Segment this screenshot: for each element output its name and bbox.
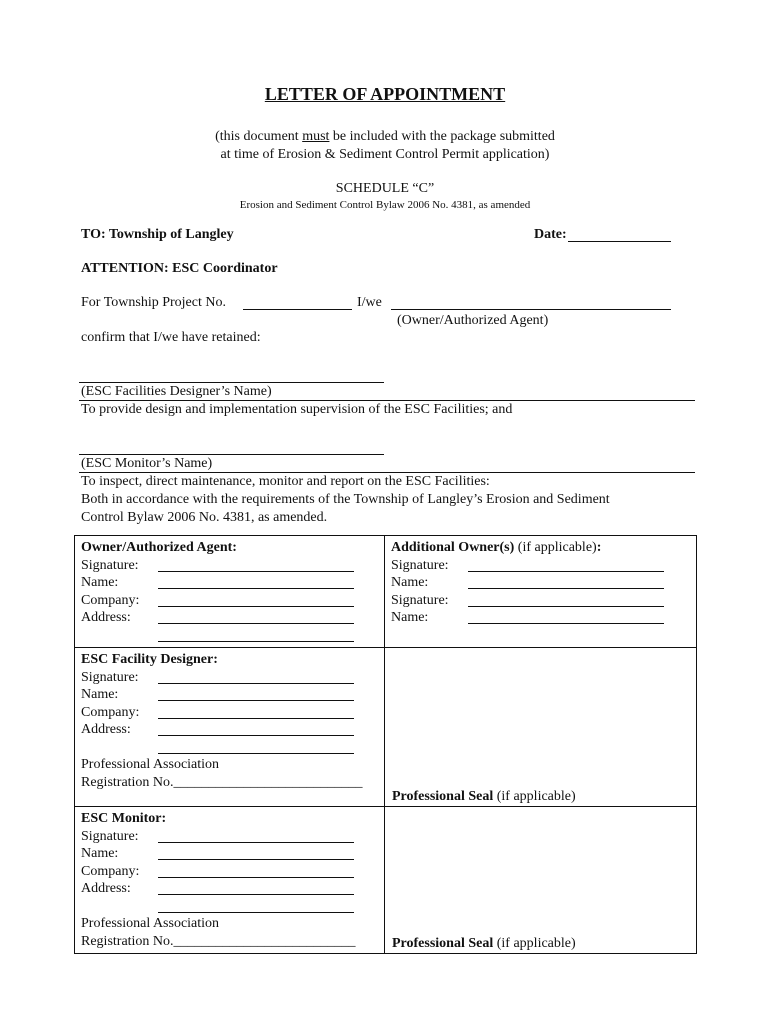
iwe-label: I/we	[357, 295, 382, 310]
note-emphasis: must	[302, 129, 330, 144]
company-line[interactable]	[158, 718, 354, 719]
name-line[interactable]	[158, 588, 354, 589]
owner-address-row[interactable]	[81, 609, 378, 627]
address-line[interactable]	[158, 753, 354, 754]
monitor-assoc-row	[81, 915, 378, 933]
owner-name-field[interactable]	[391, 309, 671, 310]
date-label: Date:	[534, 227, 567, 242]
monitor-heading: ESC Monitor:	[81, 811, 167, 826]
owner-company-row[interactable]	[81, 592, 378, 610]
field-label: Name:	[81, 687, 119, 702]
field-label: Name:	[391, 610, 429, 625]
owner-caption: (Owner/Authorized Agent)	[397, 313, 549, 328]
designer-heading: ESC Facility Designer:	[81, 652, 218, 667]
name-line[interactable]	[468, 623, 664, 624]
field-label: Signature:	[81, 669, 139, 685]
field-label: Address:	[81, 610, 131, 625]
name-line[interactable]	[468, 588, 664, 589]
owner-address-row-2[interactable]	[81, 627, 378, 645]
confirm-line: confirm that I/we have retained:	[81, 330, 261, 345]
signature-line[interactable]	[158, 683, 354, 684]
seal-label: Professional Seal	[392, 936, 494, 951]
monitor-name-row[interactable]	[81, 845, 378, 863]
designer-name-row[interactable]	[81, 686, 378, 704]
signature-line[interactable]	[468, 571, 664, 572]
designer-signature-row[interactable]	[81, 669, 378, 687]
additional-heading-colon: :	[596, 540, 602, 555]
additional-owner-cell	[385, 536, 697, 648]
project-number-field[interactable]	[243, 309, 352, 310]
field-label: Company:	[81, 863, 140, 879]
field-label: Address:	[81, 722, 131, 737]
company-line[interactable]	[158, 877, 354, 878]
bylaw-reference: Erosion and Sediment Control Bylaw 2006 No. 4381, as amended	[239, 199, 531, 211]
designer-address-row-2[interactable]	[81, 739, 378, 757]
field-label: Signature:	[81, 828, 139, 844]
signature-table	[74, 535, 697, 954]
additional-name-row[interactable]	[391, 574, 690, 592]
project-label: For Township Project No.	[81, 295, 226, 310]
field-label: Company:	[81, 704, 140, 720]
designer-seal-cell	[385, 648, 697, 807]
address-line[interactable]	[158, 623, 354, 624]
seal-note: (if applicable)	[493, 789, 576, 804]
additional-signature-row-2[interactable]	[391, 592, 690, 610]
document-title: LETTER OF APPOINTMENT	[264, 84, 506, 104]
signature-line[interactable]	[158, 842, 354, 843]
seal-note: (if applicable)	[493, 936, 576, 951]
registration-field[interactable]: Registration No.___________________________	[81, 774, 363, 790]
company-line[interactable]	[158, 606, 354, 607]
field-label: Address:	[81, 881, 131, 896]
accordance-line-1: Both in accordance with the requirements of the Township of Langley’s Erosion and Sediment	[81, 492, 610, 507]
field-label: Signature:	[391, 592, 449, 608]
note-line-1	[0, 129, 770, 145]
attention-line: ATTENTION: ESC Coordinator	[81, 261, 278, 276]
divider	[79, 400, 695, 401]
note-line-2: at time of Erosion & Sediment Control Permit application)	[220, 147, 550, 162]
field-label: Name:	[81, 575, 119, 590]
address-line[interactable]	[158, 912, 354, 913]
field-label: Signature:	[391, 557, 449, 573]
note-pre: (this document	[215, 129, 303, 144]
monitor-name-field[interactable]	[79, 454, 384, 455]
monitor-seal-cell	[385, 807, 697, 954]
professional-seal-label	[392, 788, 576, 805]
to-line: TO: Township of Langley	[81, 227, 234, 242]
monitor-reg-row[interactable]	[81, 933, 378, 951]
monitor-purpose: To inspect, direct maintenance, monitor and report on the ESC Facilities:	[81, 474, 490, 489]
name-line[interactable]	[158, 859, 354, 860]
field-label: Signature:	[81, 557, 139, 573]
owner-heading: Owner/Authorized Agent:	[81, 540, 237, 555]
registration-field[interactable]: Registration No.__________________________	[81, 933, 356, 949]
designer-company-row[interactable]	[81, 704, 378, 722]
designer-name-field[interactable]	[79, 382, 384, 383]
address-line[interactable]	[158, 894, 354, 895]
monitor-caption: (ESC Monitor’s Name)	[81, 456, 213, 471]
address-line[interactable]	[158, 735, 354, 736]
additional-heading-note: (if applicable)	[514, 540, 597, 555]
address-line[interactable]	[158, 641, 354, 642]
owner-cell	[75, 536, 385, 648]
date-field[interactable]	[568, 241, 671, 242]
signature-line[interactable]	[158, 571, 354, 572]
additional-owner-heading	[391, 539, 690, 557]
owner-name-row[interactable]	[81, 574, 378, 592]
monitor-address-row-2[interactable]	[81, 898, 378, 916]
divider	[79, 472, 695, 473]
professional-seal-label	[392, 935, 576, 952]
designer-reg-row[interactable]	[81, 774, 378, 792]
additional-name-row-2[interactable]	[391, 609, 690, 627]
assoc-label: Professional Association	[81, 757, 220, 772]
accordance-line-2: Control Bylaw 2006 No. 4381, as amended.	[81, 510, 328, 525]
assoc-label: Professional Association	[81, 916, 220, 931]
monitor-cell	[75, 807, 385, 954]
monitor-company-row[interactable]	[81, 863, 378, 881]
monitor-address-row[interactable]	[81, 880, 378, 898]
designer-purpose: To provide design and implementation supervision of the ESC Facilities; and	[81, 402, 513, 417]
designer-cell	[75, 648, 385, 807]
signature-line[interactable]	[468, 606, 664, 607]
name-line[interactable]	[158, 700, 354, 701]
seal-label: Professional Seal	[392, 789, 494, 804]
monitor-signature-row[interactable]	[81, 828, 378, 846]
schedule-label: SCHEDULE “C”	[335, 181, 435, 196]
owner-signature-row[interactable]	[81, 557, 378, 575]
field-label: Company:	[81, 592, 140, 608]
field-label: Name:	[391, 575, 429, 590]
designer-caption: (ESC Facilities Designer’s Name)	[81, 384, 272, 399]
designer-address-row[interactable]	[81, 721, 378, 739]
additional-heading: Additional Owner(s)	[391, 540, 515, 555]
additional-signature-row[interactable]	[391, 557, 690, 575]
designer-assoc-row	[81, 756, 378, 774]
note-post: be included with the package submitted	[329, 129, 555, 144]
field-label: Name:	[81, 846, 119, 861]
